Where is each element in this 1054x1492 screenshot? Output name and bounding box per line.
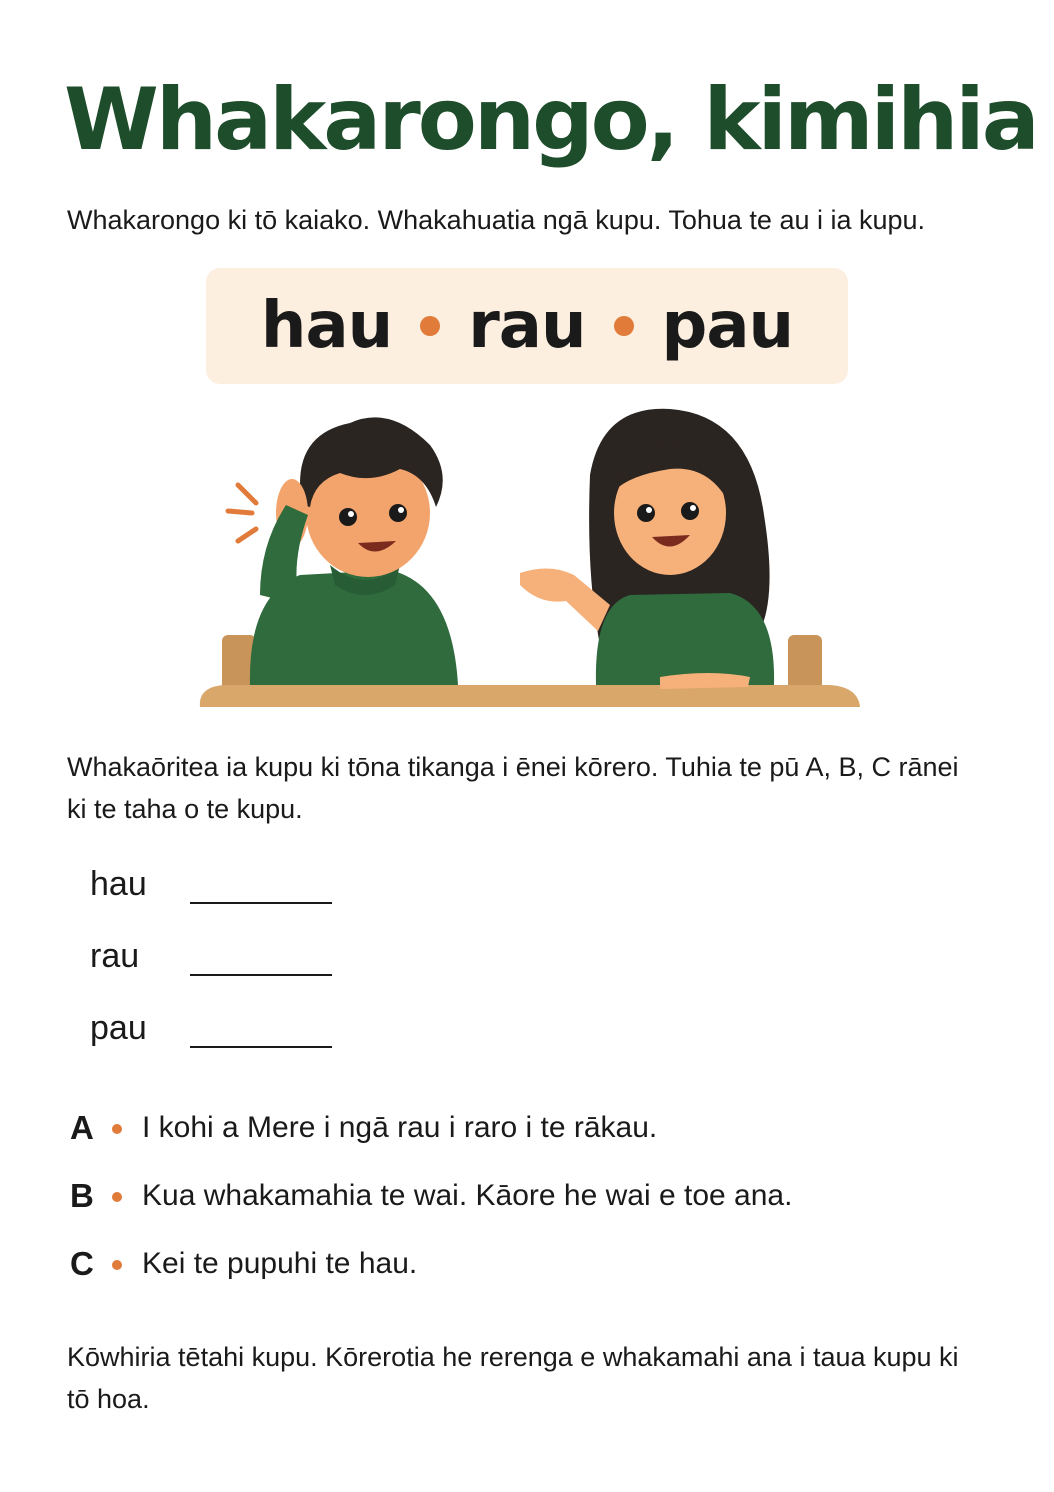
word-rau: rau — [468, 289, 586, 363]
sound-line — [238, 529, 256, 541]
option-text: Kua whakamahia te wai. Kāore he wai e toe ana. — [142, 1179, 793, 1212]
page-title: Whakarongo, kimihia — [64, 70, 1037, 170]
answer-blank[interactable] — [190, 902, 332, 904]
word-pau: pau — [661, 289, 794, 363]
sound-line — [238, 485, 256, 503]
answer-blank[interactable] — [190, 974, 332, 976]
boy-figure — [250, 417, 458, 685]
match-word: rau — [90, 937, 140, 975]
option-letter: C — [70, 1245, 94, 1282]
dot-separator-icon — [614, 316, 634, 336]
girl-figure — [520, 409, 774, 689]
match-row-pau — [90, 1006, 350, 1056]
answer-blank[interactable] — [190, 1046, 332, 1048]
option-b — [70, 1174, 970, 1220]
dot-separator-icon — [420, 316, 440, 336]
option-text: I kohi a Mere i ngā rau i raro i te rākau. — [142, 1111, 658, 1144]
matching-instructions: Whakaōritea ia kupu ki tōna tikanga i ēnei kōrero. Tuhia te pū A, B, C rānei ki te taha o te kupu. — [67, 752, 959, 824]
option-letter: A — [70, 1109, 94, 1146]
option-c — [70, 1242, 970, 1288]
word-box — [206, 268, 848, 384]
match-word: hau — [90, 865, 147, 903]
listening-instructions: Whakarongo ki tō kaiako. Whakahuatia ngā kupu. Tohua te au i ia kupu. — [67, 205, 926, 235]
desk — [200, 685, 860, 707]
match-row-rau — [90, 934, 350, 984]
bullet-icon — [112, 1124, 122, 1134]
option-text: Kei te pupuhi te hau. — [142, 1247, 418, 1280]
word-hau: hau — [260, 289, 393, 363]
option-a — [70, 1106, 970, 1152]
option-letter: B — [70, 1177, 94, 1214]
bullet-icon — [112, 1260, 122, 1270]
closing-instructions: Kōwhiria tētahi kupu. Kōrerotia he rerenga e whakamahi ana i taua kupu ki tō hoa. — [67, 1342, 959, 1414]
bullet-icon — [112, 1192, 122, 1202]
match-row-hau — [90, 862, 350, 912]
children-talking-illustration — [190, 395, 870, 715]
sound-line — [228, 511, 252, 513]
match-word: pau — [90, 1009, 147, 1047]
